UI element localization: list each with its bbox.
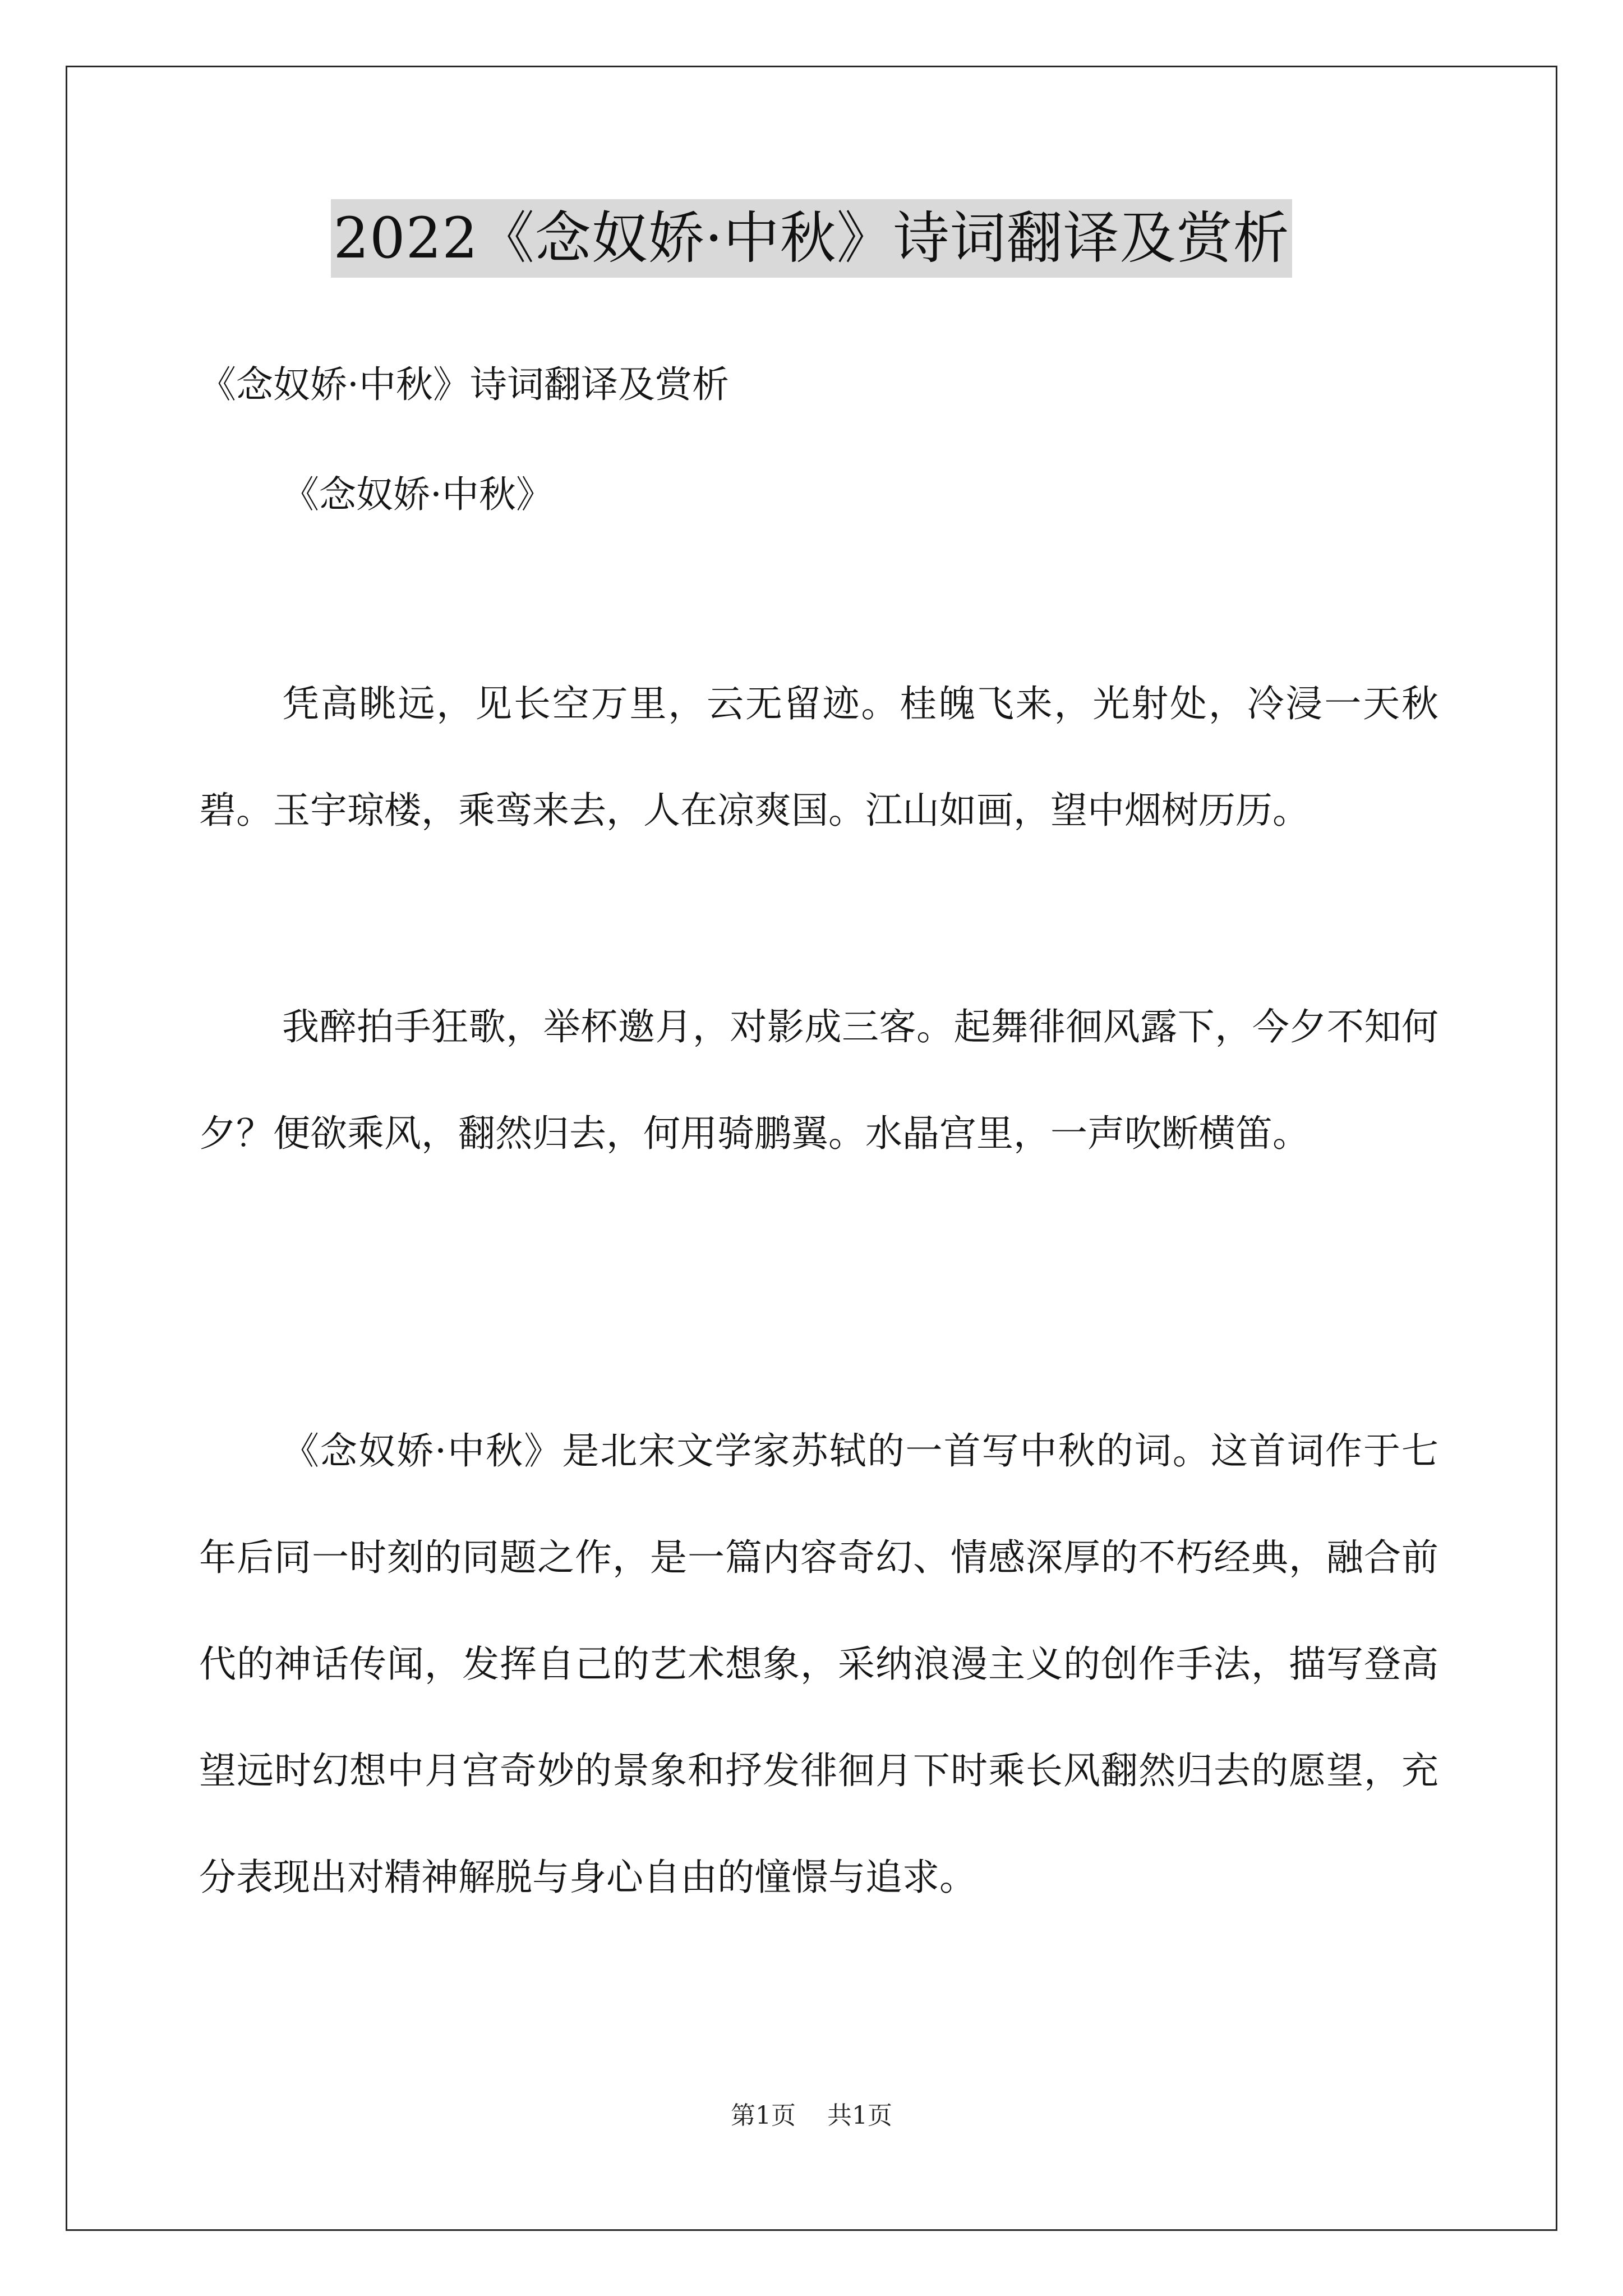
poem-stanza-2: 我醉拍手狂歌，举杯邀月，对影成三客。起舞徘徊风露下，今夕不知何夕？便欲乘风，翻然归去，何用骑鹏翼。水晶宫里，一声吹断横笛。 [199,1005,1438,1155]
document-subtitle: 《念奴娇·中秋》诗词翻译及赏析 [199,363,729,406]
poem-stanza-1: 凭高眺远，见长空万里，云无留迹。桂魄飞来，光射处，冷浸一天秋碧。玉宇琼楼，乘鸾来去，人在凉爽国。江山如画，望中烟树历历。 [199,682,1438,832]
document-title: 2022《念奴娇·中秋》诗词翻译及赏析 [331,199,1292,278]
page-footer [0,2095,1623,2131]
poem-title: 《念奴娇·中秋》 [282,473,553,516]
title-container [0,199,1623,278]
page-number: 第1页 [731,2101,796,2130]
total-pages: 共1页 [827,2101,892,2130]
appreciation-paragraph: 《念奴娇·中秋》是北宋文学家苏轼的一首写中秋的词。这首词作于七年后同一时刻的同题之作，是一篇内容奇幻、情感深厚的不朽经典，融合前代的神话传闻，发挥自己的艺术想象，采纳浪漫主义的创作手法，描写登高望远时幻想中月宫奇妙的景象和抒发徘徊月下时乘长风翻然归去的愿望，充分表现出对精神解脱与身心自由的憧憬与追求。 [199,1429,1438,1899]
